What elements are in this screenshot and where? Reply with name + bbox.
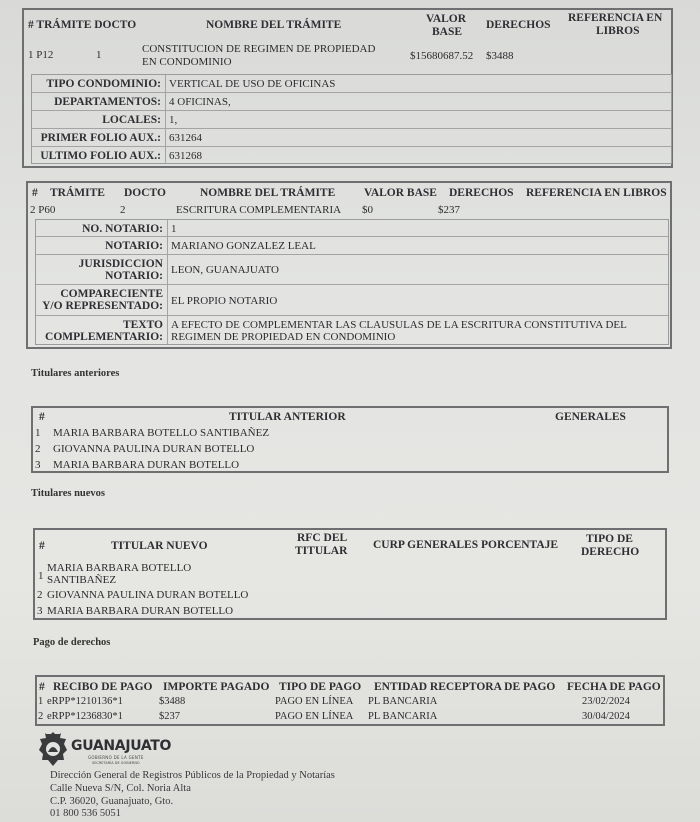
detail-label: TEXTO (122, 319, 163, 331)
detail-value: LEON, GUANAJUATO (171, 264, 279, 276)
header-rfc-line1: RFC DEL (297, 532, 348, 544)
pago-num: 1 (38, 696, 44, 707)
pago-entidad: PL BANCARIA (368, 696, 438, 707)
titular-nuevo-num: 3 (37, 605, 43, 617)
pago-fecha: 23/02/2024 (582, 696, 630, 707)
header-num: # (39, 681, 45, 693)
detail-value: MARIANO GONZALEZ LEAL (171, 240, 316, 252)
logo-text: GUANAJUATO (71, 738, 172, 754)
header-derechos: DERECHOS (449, 187, 514, 199)
tramite-2-docto: 2 (120, 204, 126, 216)
tramite-2-nombre: ESCRITURA COMPLEMENTARIA (176, 204, 342, 216)
pago-num: 2 (38, 711, 44, 722)
footer-address-line2: Calle Nueva S/N, Col. Noria Alta (50, 783, 191, 794)
guanajuato-logo (36, 730, 176, 770)
section-titulares-nuevos: Titulares nuevos (31, 488, 106, 499)
tramite-1-nombre-line2: EN CONDOMINIO (142, 56, 232, 68)
tramite-1-table (22, 8, 673, 168)
header-titular-anterior: TITULAR ANTERIOR (229, 411, 346, 423)
header-referencia-libros: REFERENCIA EN LIBROS (526, 187, 667, 199)
detail-label: DEPARTAMENTOS: (54, 96, 161, 108)
header-derechos: DERECHOS (486, 19, 551, 31)
pago-tipo: PAGO EN LÍNEA (275, 711, 354, 722)
detail-row (32, 147, 671, 165)
detail-label: NOTARIO: (105, 270, 163, 282)
titular-anterior-num: 2 (35, 443, 41, 455)
pago-entidad: PL BANCARIA (368, 711, 438, 722)
header-valor-line2: BASE (432, 26, 463, 38)
detail-row (36, 237, 668, 255)
logo-subtitle-2: SECRETARÍA DE GOBIERNO (92, 761, 140, 765)
detail-value: 631268 (169, 150, 202, 162)
header-generales: GENERALES (555, 411, 626, 423)
pago-importe: $3488 (159, 696, 186, 707)
titular-nuevo-name: MARIA BARBARA DURAN BOTELLO (47, 605, 234, 617)
detail-value: VERTICAL DE USO DE OFICINAS (169, 78, 336, 90)
detail-row (32, 129, 671, 147)
titular-anterior-name: MARIA BARBARA DURAN BOTELLO (53, 459, 240, 471)
header-num: # (39, 540, 45, 552)
detail-value: 1 (171, 223, 177, 235)
tramite-1-docto: 1 (96, 49, 102, 61)
footer-phone: 01 800 536 5051 (50, 808, 121, 819)
footer-address-line1: Dirección General de Registros Públicos de la Propiedad y Notarías (50, 770, 335, 781)
detail-row (36, 220, 668, 237)
detail-value: REGIMEN DE PROPIEDAD EN CONDOMINIO (171, 331, 396, 343)
header-tipo-line2: DERECHO (581, 546, 640, 558)
header-referencia-line2: LIBROS (596, 25, 640, 37)
header-fecha: FECHA DE PAGO (567, 681, 661, 693)
header-nombre-tramite: NOMBRE DEL TRÁMITE (206, 19, 342, 31)
tramite-1-details (31, 74, 672, 164)
tramite-1-nombre-line1: CONSTITUCION DE REGIMEN DE PROPIEDAD (142, 43, 376, 55)
header-num-tramite-docto: # TRÁMITE DOCTO (28, 19, 137, 31)
detail-value: 631264 (169, 132, 202, 144)
footer-address-line3: C.P. 36020, Guanajuato, Gto. (50, 796, 174, 807)
detail-value: A EFECTO DE COMPLEMENTAR LAS CLAUSULAS DE LA ESCRITURA CONSTITUTIVA DEL (171, 319, 627, 331)
tramite-1-derechos: $3488 (486, 50, 514, 62)
detail-row (32, 111, 671, 129)
section-pago-derechos: Pago de derechos (33, 637, 111, 648)
detail-row (36, 285, 668, 316)
header-tramite: TRÁMITE (50, 187, 105, 199)
detail-row (36, 316, 668, 346)
header-tipo-line1: TIPO DE (586, 533, 633, 545)
detail-label: NOTARIO: (105, 240, 163, 252)
header-curp-generales: CURP GENERALES PORCENTAJE (373, 539, 559, 551)
detail-row (32, 75, 671, 93)
pago-fecha: 30/04/2024 (582, 711, 630, 722)
pago-importe: $237 (159, 711, 180, 722)
header-tipo-pago: TIPO DE PAGO (279, 681, 362, 693)
pago-recibo: eRPP*1236830*1 (47, 711, 123, 722)
titulares-anteriores-table (31, 406, 669, 473)
titular-nuevo-num: 2 (37, 589, 43, 601)
pago-tipo: PAGO EN LÍNEA (275, 696, 354, 707)
header-docto: DOCTO (124, 187, 166, 199)
titular-nuevo-name: GIOVANNA PAULINA DURAN BOTELLO (47, 589, 249, 601)
header-importe: IMPORTE PAGADO (163, 681, 270, 693)
header-entidad: ENTIDAD RECEPTORA DE PAGO (374, 681, 556, 693)
titular-anterior-num: 3 (35, 459, 41, 471)
header-recibo: RECIBO DE PAGO (53, 681, 153, 693)
titular-anterior-name: GIOVANNA PAULINA DURAN BOTELLO (53, 443, 255, 455)
detail-label: ULTIMO FOLIO AUX.: (40, 150, 161, 162)
logo-subtitle-1: GOBIERNO DE LA GENTE (88, 755, 144, 760)
header-rfc-line2: TITULAR (295, 545, 348, 557)
header-num: # (39, 411, 45, 423)
tramite-1-valor: $15680687.52 (410, 50, 474, 62)
coat-of-arms-icon (36, 730, 70, 768)
header-titular-nuevo: TITULAR NUEVO (111, 540, 208, 552)
detail-label: JURISDICCION (78, 258, 163, 270)
tramite-2-num: 2 P60 (30, 204, 56, 216)
header-num: # (32, 187, 38, 199)
header-nombre-tramite: NOMBRE DEL TRÁMITE (200, 187, 336, 199)
titular-anterior-num: 1 (35, 427, 41, 439)
detail-label: COMPARECIENTE (60, 288, 163, 300)
tramite-2-derechos: $237 (438, 204, 460, 216)
detail-label: LOCALES: (102, 114, 161, 126)
pago-recibo: eRPP*1210136*1 (47, 696, 123, 707)
header-valor-base: VALOR BASE (364, 187, 437, 199)
pago-table (35, 675, 665, 726)
detail-label: PRIMER FOLIO AUX.: (40, 132, 161, 144)
tramite-1-num: 1 P12 (28, 49, 54, 61)
tramite-2-table (26, 181, 672, 349)
header-referencia-line1: REFERENCIA EN (568, 12, 663, 24)
titular-nuevo-num: 1 (38, 570, 44, 582)
detail-row (36, 255, 668, 285)
titular-anterior-name: MARIA BARBARA BOTELLO SANTIBAÑEZ (53, 427, 270, 439)
tramite-2-valor: $0 (362, 204, 373, 216)
section-titulares-anteriores: Titulares anteriores (31, 368, 120, 379)
detail-label: COMPLEMENTARIO: (45, 331, 163, 343)
detail-label: Y/O REPRESENTADO: (42, 300, 163, 312)
detail-value: 1, (169, 114, 178, 126)
detail-row (32, 93, 671, 111)
titular-nuevo-name: SANTIBAÑEZ (47, 574, 117, 586)
tramite-2-details (35, 219, 669, 345)
detail-label: TIPO CONDOMINIO: (46, 78, 161, 90)
header-valor-line1: VALOR (426, 13, 467, 25)
detail-value: EL PROPIO NOTARIO (171, 295, 278, 307)
titulares-nuevos-table (33, 528, 667, 620)
detail-value: 4 OFICINAS, (169, 96, 231, 108)
detail-label: NO. NOTARIO: (82, 223, 163, 235)
titular-nuevo-name: MARIA BARBARA BOTELLO (47, 562, 192, 574)
